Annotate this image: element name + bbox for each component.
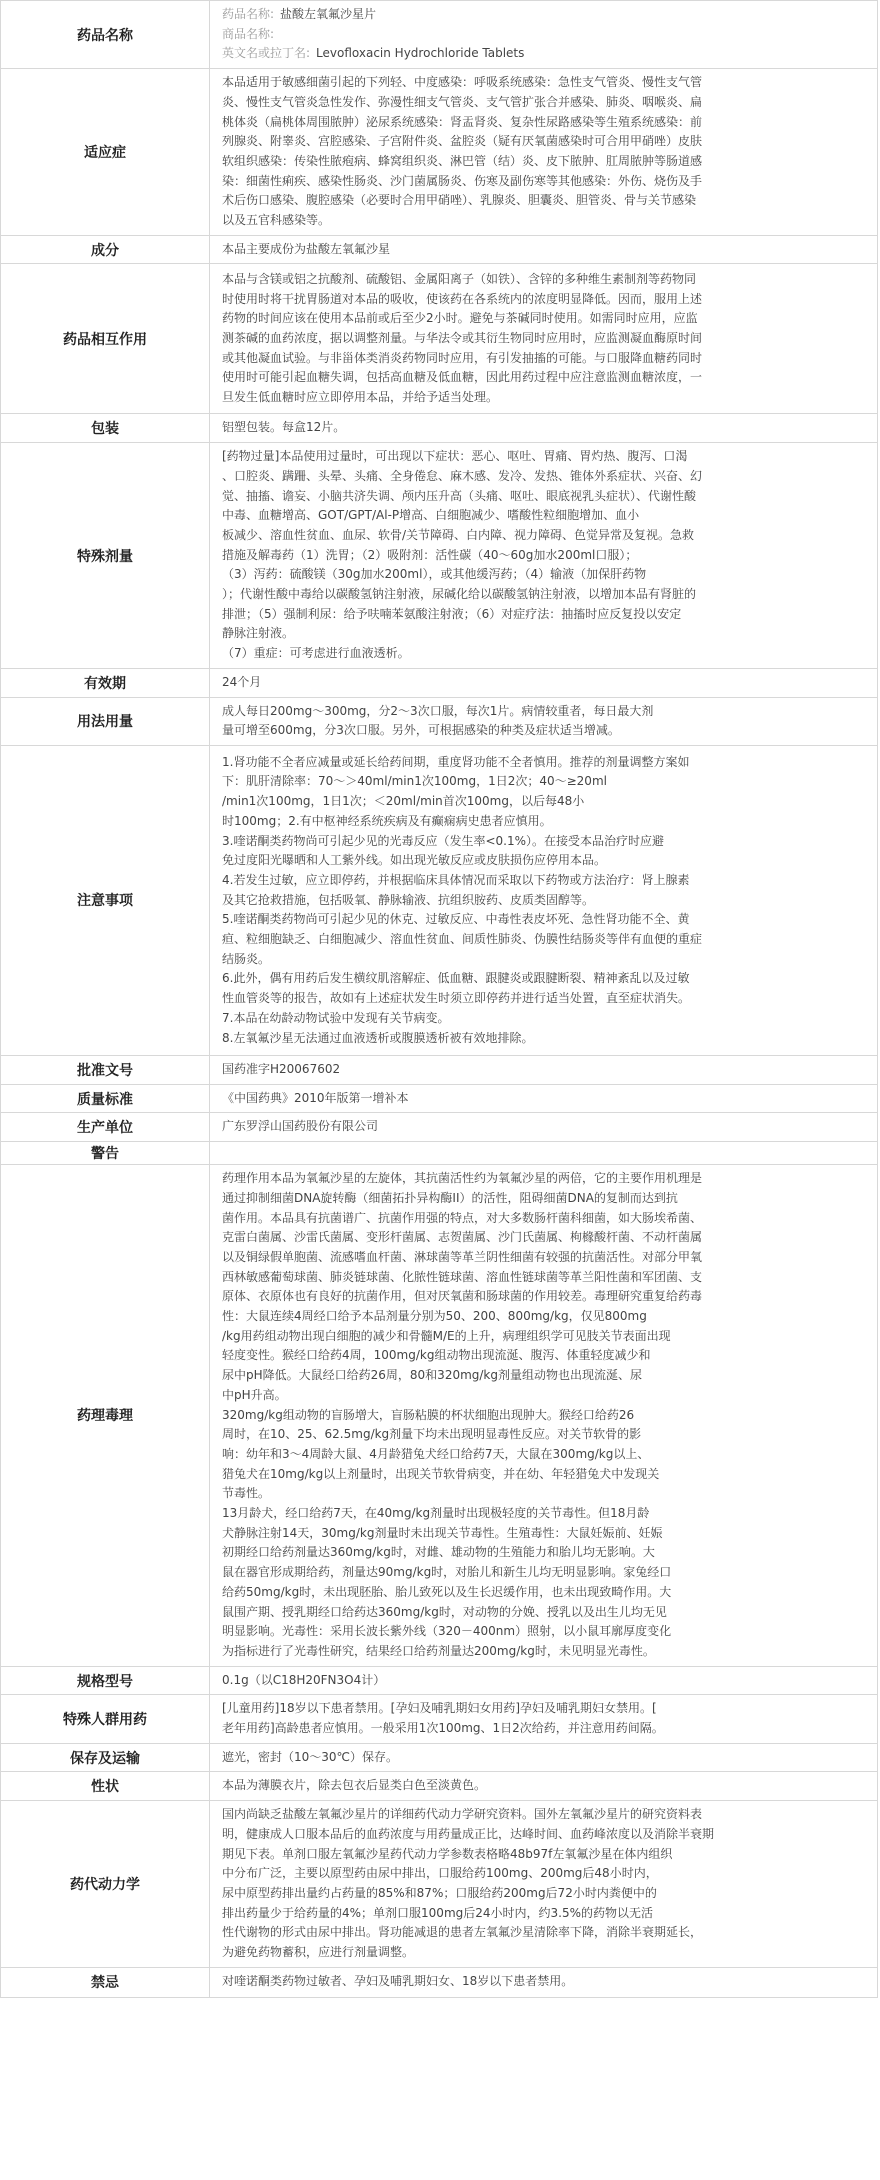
field-key: 药品名称: [222,7,275,21]
row-label: 特殊剂量 [1,443,210,669]
value-line: 量可增至600mg，分3次口服。另外，可根据感染的种类及症状适当增减。 [222,723,620,738]
field-value: 盐酸左氧氟沙星片 [280,7,377,21]
value-line: /kg用药组动物出现白细胞的减少和骨髓M/E的上升，病理组织学可见肢关节表面出现 [222,1328,671,1343]
row-label: 禁忌 [1,1967,210,1997]
value-line: 国内尚缺乏盐酸左氧氟沙星片的详细药代动力学研究资料。国外左氧氟沙星片的研究资料表 [222,1807,703,1822]
row-label: 药理毒理 [1,1165,210,1667]
row-value [210,1,878,69]
value-line: 术后伤口感染、腹腔感染（必要时合用甲硝唑）、乳腺炎、胆囊炎、胆管炎、骨与关节感染 [222,193,697,208]
value-line: 老年用药]高龄患者应慎用。一般采用1次100mg、1日2次给药，并注意用药间隔。 [222,1721,664,1736]
field-key: 英文名或拉丁名: [222,46,311,61]
row-value [210,69,878,236]
row-value [210,1142,878,1165]
field-value: Levofloxacin Hydrochloride Tablets [316,46,525,61]
row-validity [1,668,878,697]
value-line: 通过抑制细菌DNA旋转酶（细菌拓扑异构酶II）的活性，阻碍细菌DNA的复制而达到抗 [222,1190,678,1205]
row-precautions [1,745,878,1055]
name-field-line [222,5,869,25]
row-value [210,1772,878,1801]
value-line: 5.喹诺酮类药物尚可引起少见的休克、过敏反应、中毒性表皮坏死、急性肾功能不全、黄 [222,912,690,927]
row-value [210,1084,878,1113]
value-line: /min1次100mg，1日1次；＜20ml/min首次100mg，以后每48小 [222,794,585,809]
value-line: 节毒性。 [222,1486,271,1501]
row-pharmacology-toxicology [1,1165,878,1667]
row-value [210,1165,878,1667]
row-label: 规格型号 [1,1666,210,1695]
value-line: 中pH升高。 [222,1387,287,1402]
value-line: 药理作用本品为氧氟沙星的左旋体，其抗菌活性约为氧氟沙星的两倍，它的主要作用机理是 [222,1171,703,1186]
value-line: 13月龄犬，经口给药7天，在40mg/kg剂量时出现极轻度的关节毒性。但18月龄 [222,1506,650,1521]
value-line: 初期经口给药剂量达360mg/kg时，对雌、雄动物的生殖能力和胎儿均无影响。大 [222,1545,655,1560]
value-line: 4.若发生过敏，应立即停药，并根据临床具体情况而采取以下药物或方法治疗：肾上腺素 [222,872,690,887]
value-line: 药物的时间应该在使用本品前或后至少2小时。避免与茶碱同时使用。如需同时应用，应监 [222,311,698,326]
value-line: 原体、衣原体也有良好的抗菌作用，但对厌氧菌和肠球菌的作用较差。毒理研究重复给药毒 [222,1289,703,1304]
value-line: [药物过量]本品使用过量时，可出现以下症状：恶心、呕吐、胃痛、胃灼热、腹泻、口渴 [222,449,688,464]
value-line: [儿童用药]18岁以下患者禁用。[孕妇及哺乳期妇女用药]孕妇及哺乳期妇女禁用。[ [222,1701,657,1716]
value-line: 猎兔犬在10mg/kg以上剂量时，出现关节软骨病变，并在幼、年轻猎兔犬中发现关 [222,1466,660,1481]
value-line: 克雷白菌属、沙雷氏菌属、变形杆菌属、志贺菌属、沙门氏菌属、枸橼酸杆菌、不动杆菌属 [222,1230,703,1245]
row-label: 质量标准 [1,1084,210,1113]
value-line: 成人每日200mg～300mg，分2～3次口服，每次1片。病情较重者，每日最大剂 [222,703,654,718]
field-key: 商品名称: [222,26,275,41]
row-value [210,1695,878,1743]
value-line: 免过度阳光曝晒和人工紫外线。如出现光敏反应或皮肤损伤应停用本品。 [222,853,607,868]
value-line: 静脉注射液。 [222,626,295,641]
value-line: 犬静脉注射14天，30mg/kg剂量时未出现关节毒性。生殖毒性：大鼠妊娠前、妊娠 [222,1525,663,1540]
value-line: 以及五官科感染等。 [222,213,331,228]
value-line: 性代谢物的形式由尿中排出。肾功能减退的患者左氧氟沙星清除率下降，消除半衰期延长， [222,1925,703,1940]
name-field-line [222,25,869,45]
row-specification [1,1666,878,1695]
value-line: 中毒、血糖增高、GOT/GPT/Al-P增高、白细胞减少、嗜酸性粒细胞增加、血小 [222,508,640,523]
value-line: 明显影响。光毒性：采用长波长紫外线（320－400nm）照射，以小鼠耳廓厚度变化 [222,1624,672,1639]
value-line: 8.左氧氟沙星无法通过血液透析或腹膜透析被有效地排除。 [222,1030,534,1045]
value-line: （7）重症：可考虑进行血液透析。 [222,646,410,661]
value-line: 明，健康成人口服本品后的血药浓度与用药量成正比，达峰时间、血药峰浓度以及消除半衰期 [222,1826,715,1841]
row-manufacturer [1,1113,878,1142]
value-line: 本品适用于敏感细菌引起的下列轻、中度感染：呼吸系统感染：急性支气管炎、慢性支气管 [222,75,703,90]
value-line: 列腺炎、附睾炎、宫腔感染、子宫附件炎、盆腔炎（疑有厌氧菌感染时可合用甲硝唑）皮肤 [222,134,703,149]
row-value [210,235,878,264]
row-storage-transport [1,1743,878,1772]
value-line: 结肠炎。 [222,951,271,966]
value-line: 排出药量少于给药量的4%；单剂口服100mg后24小时内，约3.5%的药物以无活 [222,1905,654,1920]
row-label: 保存及运输 [1,1743,210,1772]
value-line: 性血管炎等的报告，故如有上述症状发生时须立即停药并进行适当处置，直至症状消失。 [222,991,691,1006]
row-label: 用法用量 [1,697,210,745]
value-line: 性：大鼠连续4周经口给予本品剂量分别为50、200、800mg/kg，仅见800mg [222,1309,647,1324]
row-label: 批准文号 [1,1055,210,1084]
value-line: 遮光，密封（10～30℃）保存。 [222,1749,399,1764]
row-warning [1,1142,878,1165]
value-line: 觉、抽搐、谵妄、小脑共济失调、颅内压升高（头痛、呕吐、眼底视乳头症状）、代谢性酸 [222,488,697,503]
row-value [210,1113,878,1142]
value-line: 鼠在器官形成期给药，剂量达90mg/kg时，对胎儿和新生儿均无明显影响。家兔经口 [222,1565,672,1580]
row-label: 警告 [1,1142,210,1165]
value-line: 措施及解毒药（1）洗胃；（2）吸附剂：活性碳（40～60g加水200ml口服）； [222,547,638,562]
row-label: 药代动力学 [1,1801,210,1968]
value-line: 板减少、溶血性贫血、血尿、软骨/关节障碍、白内障、视力障碍、色觉异常及复视。急救 [222,527,695,542]
value-line: 本品主要成份为盐酸左氧氟沙星 [222,241,391,256]
row-label: 注意事项 [1,745,210,1055]
value-line: 染：细菌性痢疾、感染性肠炎、沙门菌属肠炎、伤寒及副伤寒等其他感染：外伤、烧伤及手 [222,173,703,188]
row-label: 适应症 [1,69,210,236]
value-line: 期见下表。单剂口服左氧氟沙星药代动力学参数表格略48b97f左氧氟沙星在体内组织 [222,1846,673,1861]
value-line: 旦发生低血糖时应立即停用本品，并给予适当处理。 [222,390,499,405]
row-special-dosage [1,443,878,669]
value-line: 疸、粒细胞缺乏、白细胞减少、溶血性贫血、间质性肺炎、伪膜性结肠炎等伴有血便的重症 [222,932,703,947]
row-value [210,668,878,697]
value-line: 以及铜绿假单胞菌、流感嗜血杆菌、淋球菌等革兰阴性细菌有较强的抗菌活性。对部分甲氧 [222,1249,703,1264]
value-line: 0.1g（以C18H20FN3O4计） [222,1672,386,1687]
value-line: 6.此外，偶有用药后发生横纹肌溶解症、低血糖、跟腱炎或跟腱断裂、精神紊乱以及过敏 [222,971,690,986]
row-drug-interactions [1,264,878,414]
row-label: 药品名称 [1,1,210,69]
row-special-populations [1,1695,878,1743]
row-value [210,1666,878,1695]
value-line: 对喹诺酮类药物过敏者、孕妇及哺乳期妇女、18岁以下患者禁用。 [222,1974,574,1989]
value-line: 尿中原型药排出量约占药量的85%和87%；口服给药200mg后72小时内粪便中的 [222,1886,657,1900]
row-packaging [1,414,878,443]
value-line: 轻度变性。猴经口给药4周，100mg/kg组动物出现流涎、腹泻、体重轻度减少和 [222,1348,651,1363]
value-line: 1.肾功能不全者应减量或延长给药间期，重度肾功能不全者慎用。推荐的剂量调整方案如 [222,754,690,769]
value-line: 《中国药典》2010年版第一增补本 [222,1090,409,1105]
value-line: 西林敏感葡萄球菌、肺炎链球菌、化脓性链球菌、溶血性链球菌等革兰阳性菌和军团菌、支 [222,1269,703,1284]
value-line: 中分布广泛，主要以原型药由尿中排出，口服给药100mg、200mg后48小时内， [222,1866,658,1881]
row-label: 成分 [1,235,210,264]
value-line: 3.喹诺酮类药物尚可引起少见的光毒反应（发生率<0.1%）。在接受本品治疗时应避 [222,833,664,848]
value-line: 给药50mg/kg时，未出现胚胎、胎儿致死以及生长迟缓作用，也未出现致畸作用。大 [222,1584,672,1599]
value-line: 铝塑包装。每盒12片。 [222,420,346,435]
value-line: （3）泻药：硫酸镁（30g加水200ml），或其他缓泻药；（4）输液（加保肝药物 [222,567,647,582]
row-value [210,697,878,745]
value-line: 时使用时将干扰胃肠道对本品的吸收，使该药在各系统内的浓度明显降低。因而，服用上述 [222,291,703,306]
value-line: 软组织感染：传染性脓疱病、蜂窝组织炎、淋巴管（结）炎、皮下脓肿、肛周脓肿等肠道感 [222,153,703,168]
name-field-line [222,44,869,64]
value-line: 炎、慢性支气管炎急性发作、弥漫性细支气管炎、支气管扩张合并感染、肺炎、咽喉炎、扁 [222,94,703,109]
value-line: ）；代谢性酸中毒给以碳酸氢钠注射液，尿碱化给以碳酸氢钠注射液，以增加本品有肾脏的 [222,587,697,602]
row-label: 特殊人群用药 [1,1695,210,1743]
row-value [210,1967,878,1997]
value-line: 下：肌肝清除率：70～＞40ml/min1次100mg，1日2次；40～≥20ml [222,774,607,789]
value-line: 或其他凝血试验。与非甾体类消炎药物同时应用，有引发抽搐的可能。与口服降血糖药同时 [222,350,703,365]
row-value [210,1801,878,1968]
row-label: 生产单位 [1,1113,210,1142]
value-line: 本品与含镁或铝之抗酸剂、硫酸铝、金属阳离子（如铁）、含锌的多种维生素制剂等药物同 [222,271,697,286]
value-line: 为避免药物蓄积，应进行剂量调整。 [222,1945,415,1960]
value-line: 菌作用。本品具有抗菌谱广、抗菌作用强的特点，对大多数肠杆菌科细菌，如大肠埃希菌、 [222,1210,703,1225]
row-approval-number [1,1055,878,1084]
value-line: 、口腔炎、蹒跚、头晕、头痛、全身倦怠、麻木感、发冷、发热、锥体外系症状、兴奋、幻 [222,468,703,483]
value-line: 24个月 [222,674,262,689]
row-drug-name [1,1,878,69]
row-usage-dosage [1,697,878,745]
row-value [210,1743,878,1772]
value-line: 本品为薄膜衣片，除去包衣后显类白色至淡黄色。 [222,1778,487,1793]
row-pharmacokinetics [1,1801,878,1968]
row-label: 有效期 [1,668,210,697]
value-line: 测茶碱的血药浓度，据以调整剂量。与华法令或其衍生物同时应用时，应监测凝血酶原时间 [222,331,703,346]
value-line: 时100mg；2.有中枢神经系统疾病及有癫痫病史患者应慎用。 [222,813,552,828]
row-contraindications [1,1967,878,1997]
value-line: 桃体炎（扁桃体周围脓肿）泌尿系统感染：肾盂肾炎、复杂性尿路感染等生殖系统感染：前 [222,114,703,129]
row-label: 性状 [1,1772,210,1801]
row-quality-standard [1,1084,878,1113]
value-line: 尿中pH降低。大鼠经口给药26周，80和320mg/kg剂量组动物也出现流涎、尿 [222,1368,643,1383]
row-value [210,443,878,669]
row-value [210,414,878,443]
value-line: 使用时可能引起血糖失调，包括高血糖及低血糖，因此用药过程中应注意监测血糖浓度，一 [222,370,703,385]
value-line: 7.本品在幼龄动物试验中发现有关节病变。 [222,1010,450,1025]
value-line: 广东罗浮山国药股份有限公司 [222,1119,379,1134]
row-indications [1,69,878,236]
value-line: 及其它抢救措施，包括吸氧、静脉输液、抗组织胺药、皮质类固醇等。 [222,892,595,907]
row-appearance [1,1772,878,1801]
value-line: 鼠围产期、授乳期经口给药达360mg/kg时，对动物的分娩、授乳以及出生儿均无见 [222,1604,667,1619]
row-value [210,1055,878,1084]
row-value [210,264,878,414]
value-line: 响：幼年和3～4周龄大鼠、4月龄猎兔犬经口给药7天，大鼠在300mg/kg以上、 [222,1446,650,1461]
value-line: 排泄；（5）强制利尿：给予呋喃苯氨酸注射液；（6）对症疗法：抽搐时应反复投以安定 [222,606,682,621]
value-line: 为指标进行了光毒性研究，结果经口给药剂量达200mg/kg时，未见明显光毒性。 [222,1643,655,1658]
row-label: 药品相互作用 [1,264,210,414]
row-value [210,745,878,1055]
row-label: 包装 [1,414,210,443]
value-line: 国药准字H20067602 [222,1061,341,1076]
row-ingredients [1,235,878,264]
value-line: 周时，在10、25、62.5mg/kg剂量下均未出现明显毒性反应。对关节软骨的影 [222,1427,642,1442]
value-line: 320mg/kg组动物的盲肠增大，盲肠粘膜的杯状细胞出现肿大。猴经口给药26 [222,1407,635,1422]
